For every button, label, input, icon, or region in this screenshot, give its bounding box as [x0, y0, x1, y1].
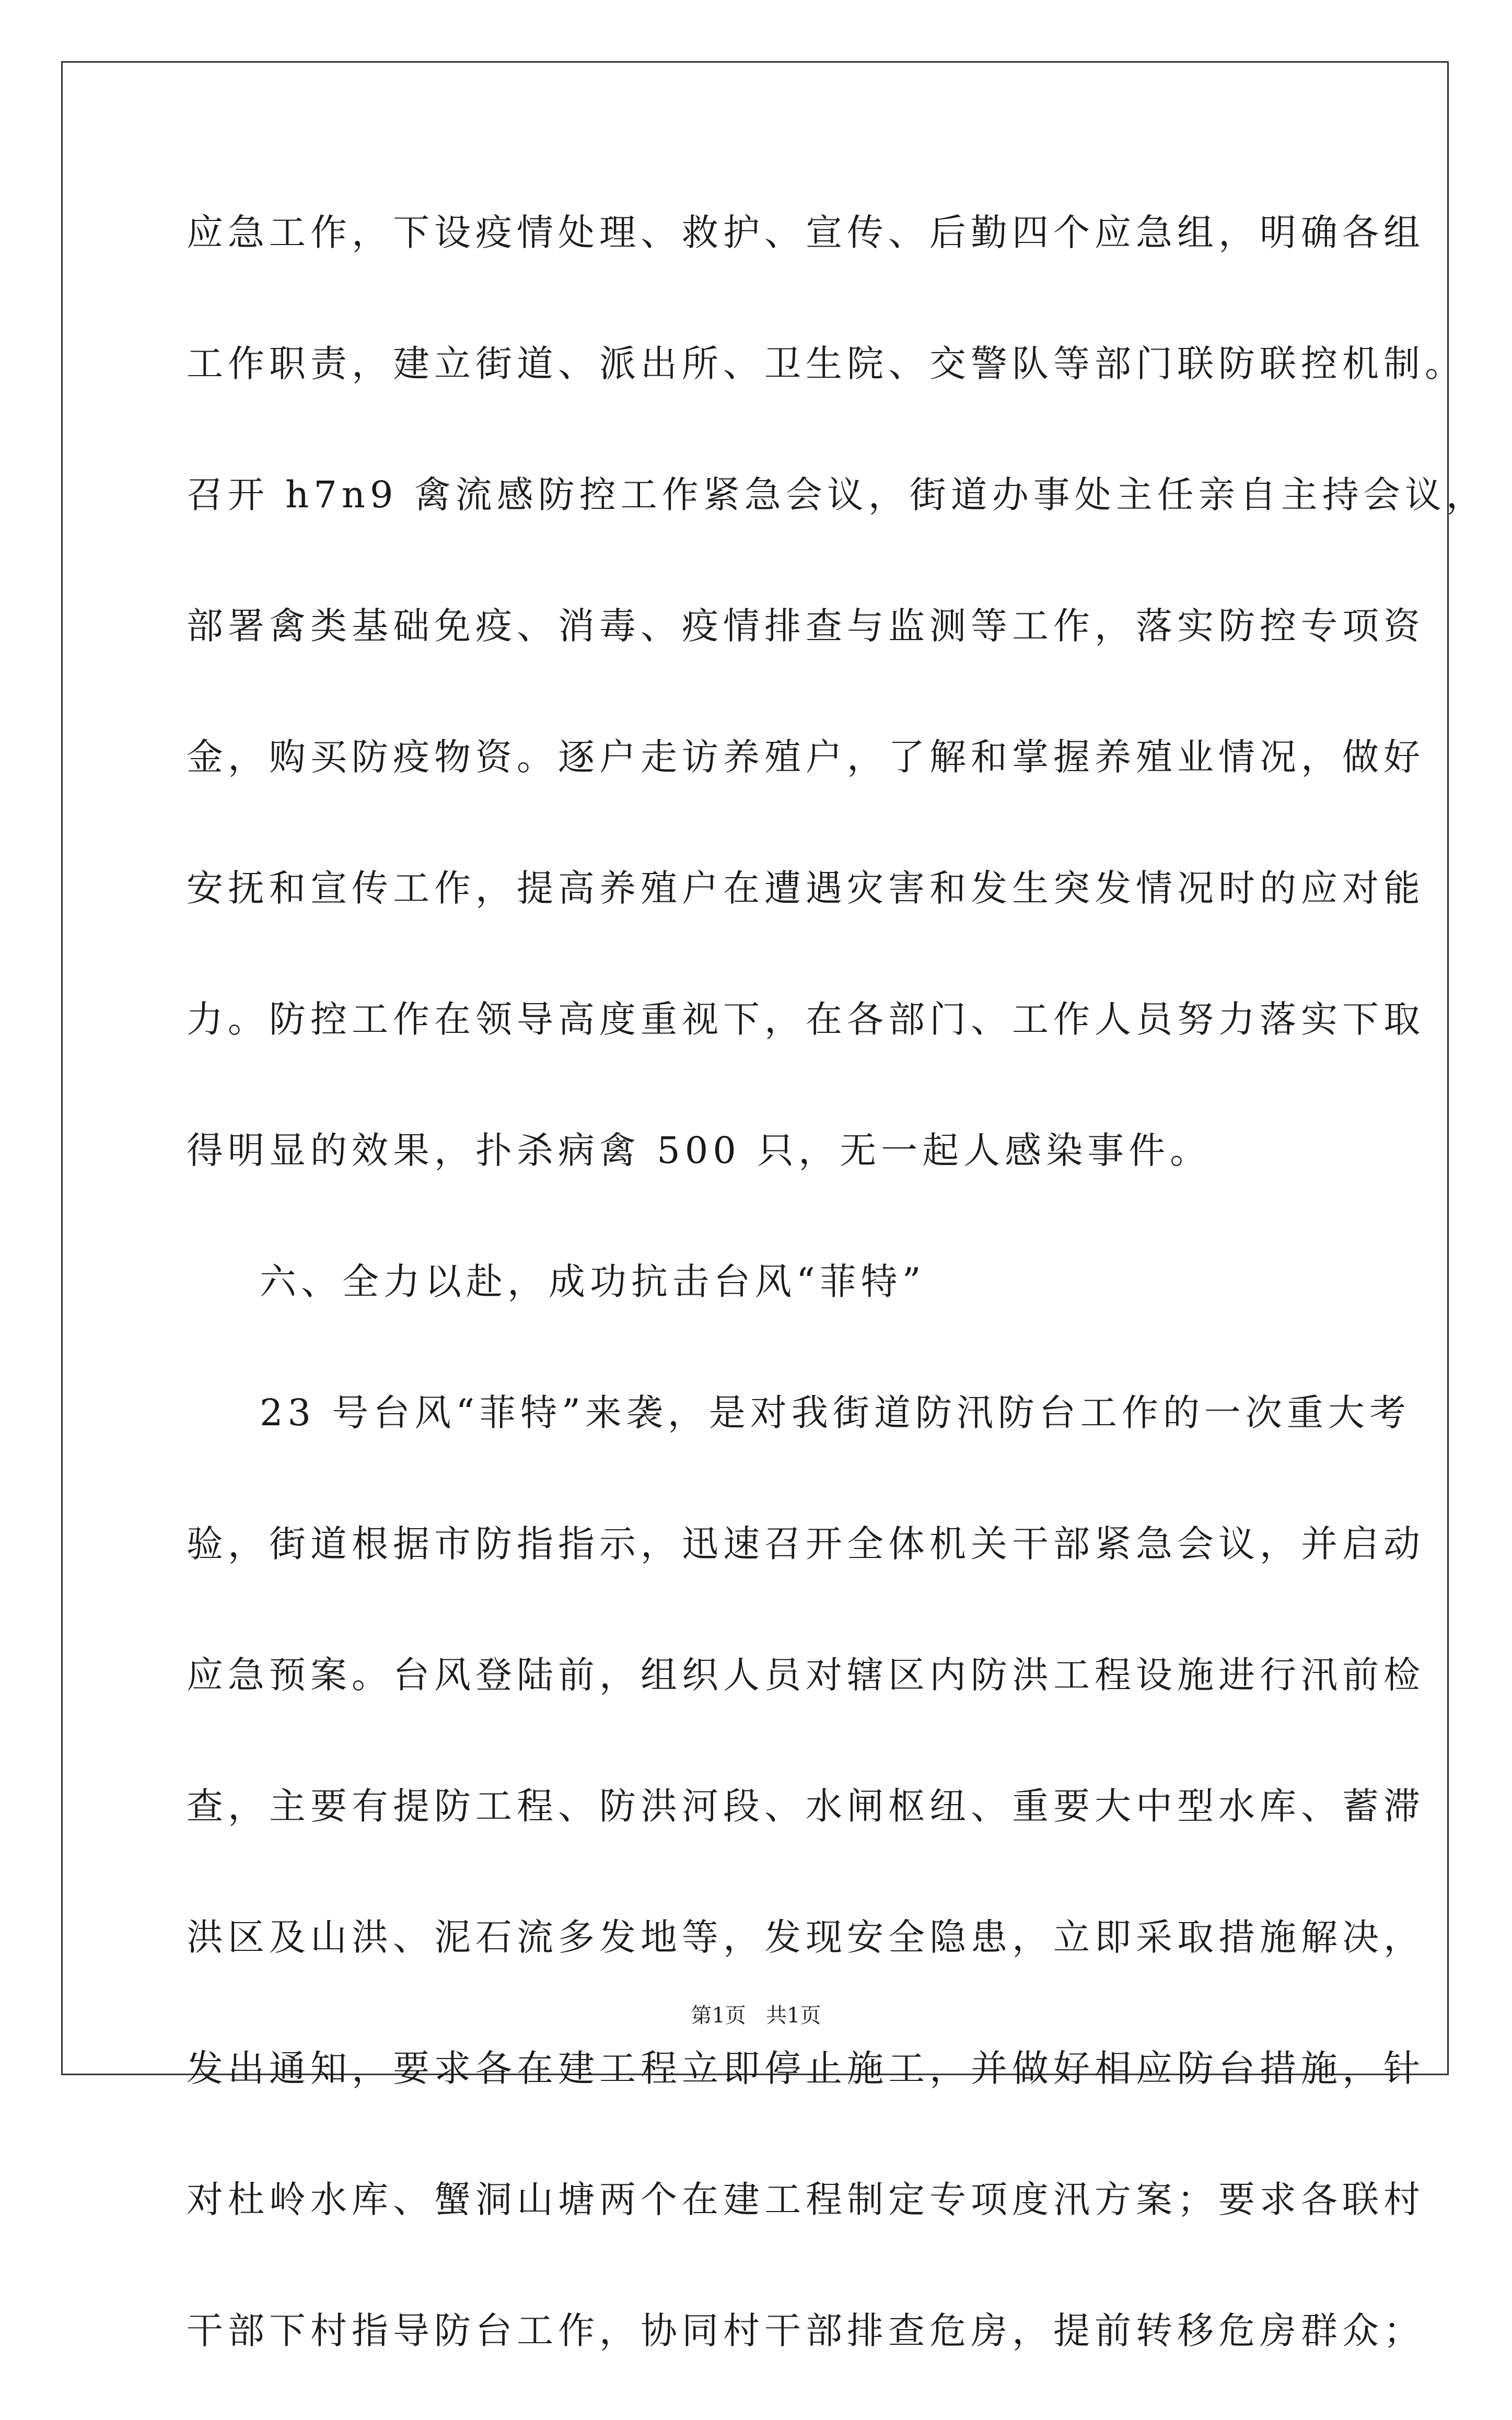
text-line: 应急预案。台风登陆前，组织人员对辖区内防洪工程设施进行汛前检: [187, 1654, 1425, 1696]
text-line: 洪区及山洪、泥石流多发地等，发现安全隐患，立即采取措施解决，: [187, 1916, 1425, 1959]
section-heading: 六、全力以赴，成功抗击台风“菲特”: [260, 1260, 926, 1303]
text-line: 得明显的效果，扑杀病禽 500 只，无一起人感染事件。: [187, 1129, 1212, 1172]
text-line: 发出通知，要求各在建工程立即停止施工，并做好相应防台措施，针: [187, 2047, 1425, 2090]
text-line: 部署禽类基础免疫、消毒、疫情排查与监测等工作，落实防控专项资: [187, 604, 1425, 647]
page-number-footer: 第1页 共1页: [691, 2004, 821, 2028]
text-line: 查，主要有提防工程、防洪河段、水闸枢纽、重要大中型水库、蓄滞: [187, 1785, 1425, 1828]
text-line: 对杜岭水库、蟹洞山塘两个在建工程制定专项度汛方案；要求各联村: [187, 2178, 1425, 2221]
text-line: 工作职责，建立街道、派出所、卫生院、交警队等部门联防联控机制。: [187, 342, 1466, 385]
text-line: 应急工作，下设疫情处理、救护、宣传、后勤四个应急组，明确各组: [187, 211, 1425, 254]
text-line: 力。防控工作在领导高度重视下，在各部门、工作人员努力落实下取: [187, 998, 1425, 1041]
text-line: 23 号台风“菲特”来袭，是对我街道防汛防台工作的一次重大考: [260, 1391, 1411, 1434]
text-line: 金，购买防疫物资。逐户走访养殖户，了解和掌握养殖业情况，做好: [187, 736, 1425, 778]
text-line: 验，街道根据市防指指示，迅速召开全体机关干部紧急会议，并启动: [187, 1522, 1425, 1565]
text-line: 召开 h7n9 禽流感防控工作紧急会议，街道办事处主任亲自主持会议，: [187, 473, 1487, 516]
text-line: 安抚和宣传工作，提高养殖户在遭遇灾害和发生突发情况时的应对能: [187, 867, 1425, 910]
text-line: 干部下村指导防台工作，协同村干部排查危房，提前转移危房群众；: [187, 2309, 1425, 2352]
document-body: [187, 191, 1487, 2420]
